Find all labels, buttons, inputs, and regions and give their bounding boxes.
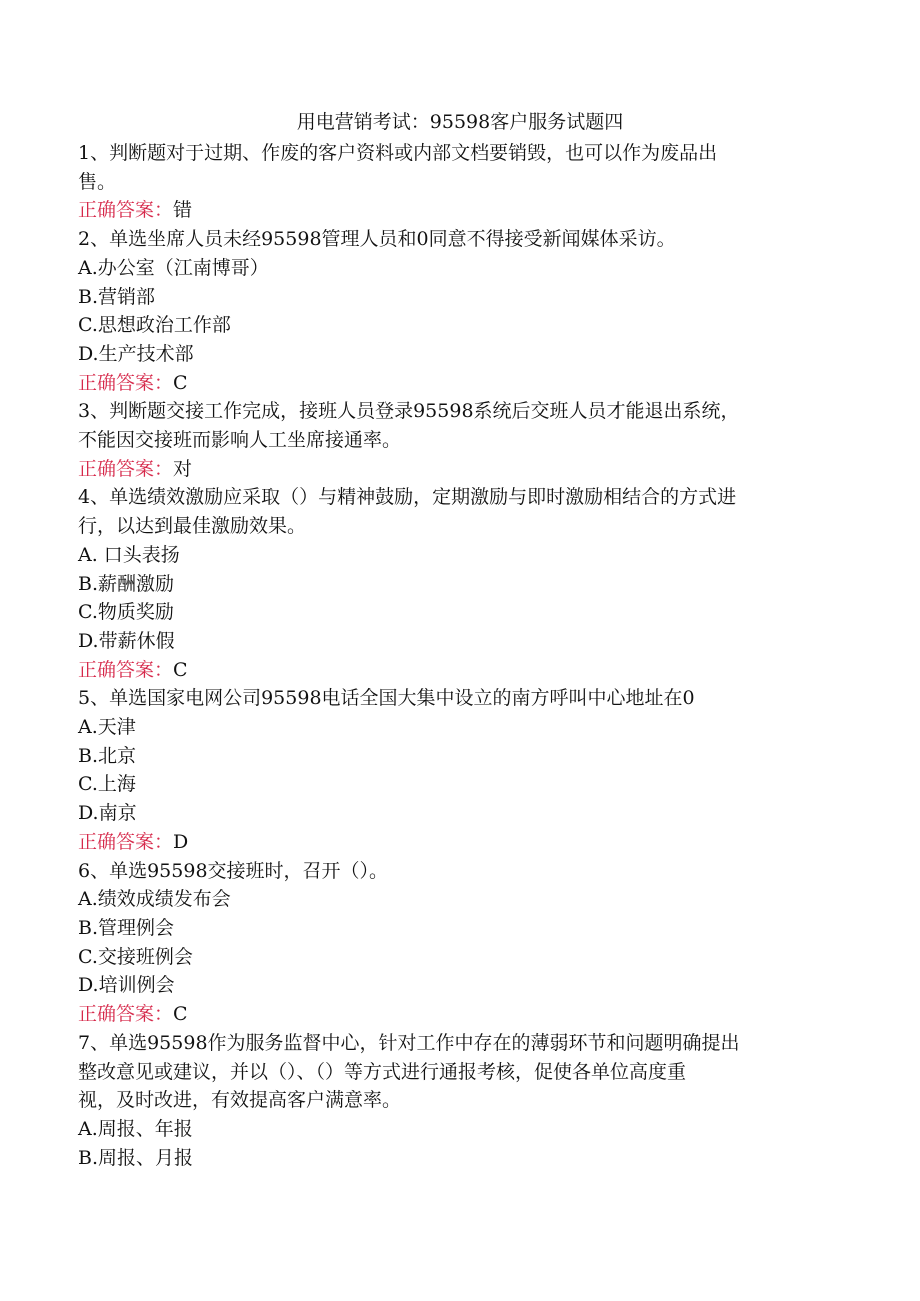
answer-option: A.办公室（江南博哥） — [78, 256, 269, 279]
correct-answer — [78, 656, 838, 685]
question-4 — [78, 483, 838, 684]
answer-value: 对 — [173, 457, 193, 480]
answer-option: B.管理例会 — [78, 916, 175, 939]
answer-option: A.周报、年报 — [78, 1117, 193, 1140]
answer-option: A.天津 — [78, 716, 136, 739]
question-stem-line: 6、单选95598交接班时，召开（）。 — [78, 859, 389, 882]
correct-answer — [78, 828, 838, 857]
question-stem-line: 不能因交接班而影响人工坐席接通率。 — [78, 429, 402, 452]
answer-option: B.营销部 — [78, 285, 156, 308]
question-stem-line: 7、单选95598作为服务监督中心，针对工作中存在的薄弱环节和问题明确提出 — [78, 1031, 740, 1054]
question-stem-line: 售。 — [78, 170, 117, 193]
answer-label: 正确答案： — [78, 199, 174, 222]
question-stem-line: 行，以达到最佳激励效果。 — [78, 515, 307, 538]
question-stem-line: 5、单选国家电网公司95598电话全国大集中设立的南方呼叫中心地址在0 — [78, 687, 695, 710]
document-title: 用电营销考试：95598客户服务试题四 — [296, 111, 624, 133]
answer-option: D.培训例会 — [78, 974, 175, 997]
correct-answer — [78, 196, 838, 225]
question-7 — [78, 1029, 838, 1173]
question-3 — [78, 397, 838, 483]
question-stem-line: 1、判断题对于过期、作废的客户资料或内部文档要销毁，也可以作为废品出 — [78, 142, 718, 164]
answer-option: C.交接班例会 — [78, 945, 193, 968]
question-stem-line: 4、单选绩效激励应采取（）与精神鼓励，定期激励与即时激励相结合的方式进 — [78, 486, 737, 509]
answer-value: D — [173, 830, 189, 853]
question-2 — [78, 225, 838, 397]
question-stem-line: 视，及时改进，有效提高客户满意率。 — [78, 1089, 402, 1112]
question-stem-line: 整改意见或建议，并以（）、（）等方式进行通报考核，促使各单位高度重 — [78, 1060, 687, 1083]
answer-option: C.上海 — [78, 773, 136, 796]
question-5 — [78, 684, 838, 856]
answer-label: 正确答案： — [78, 1003, 174, 1026]
question-stem-line: 2、单选坐席人员未经95598管理人员和0同意不得接受新闻媒体采访。 — [78, 228, 676, 251]
answer-label: 正确答案： — [78, 457, 174, 480]
answer-value: 错 — [173, 199, 193, 222]
answer-option: D.南京 — [78, 802, 137, 825]
answer-option: D.生产技术部 — [78, 342, 194, 365]
answer-label: 正确答案： — [78, 658, 174, 681]
question-stem-line: 3、判断题交接工作完成，接班人员登录95598系统后交班人员才能退出系统， — [78, 400, 740, 423]
question-6 — [78, 857, 838, 1029]
question-list — [78, 139, 838, 1172]
correct-answer — [78, 455, 838, 484]
answer-option: C.物质奖励 — [78, 601, 174, 624]
answer-value: C — [173, 658, 188, 681]
question-1 — [78, 139, 838, 225]
answer-option: A. 口头表扬 — [78, 543, 180, 566]
answer-option: A.绩效成绩发布会 — [78, 888, 231, 911]
correct-answer — [78, 1000, 838, 1029]
answer-value: C — [173, 371, 188, 394]
answer-option: B.北京 — [78, 744, 137, 767]
answer-label: 正确答案： — [78, 830, 174, 853]
answer-option: B.周报、月报 — [78, 1146, 194, 1169]
answer-option: B.薪酬激励 — [78, 572, 175, 595]
answer-option: C.思想政治工作部 — [78, 314, 231, 337]
answer-label: 正确答案： — [78, 371, 174, 394]
answer-value: C — [173, 1003, 188, 1026]
answer-option: D.带薪休假 — [78, 629, 175, 652]
correct-answer — [78, 369, 838, 398]
